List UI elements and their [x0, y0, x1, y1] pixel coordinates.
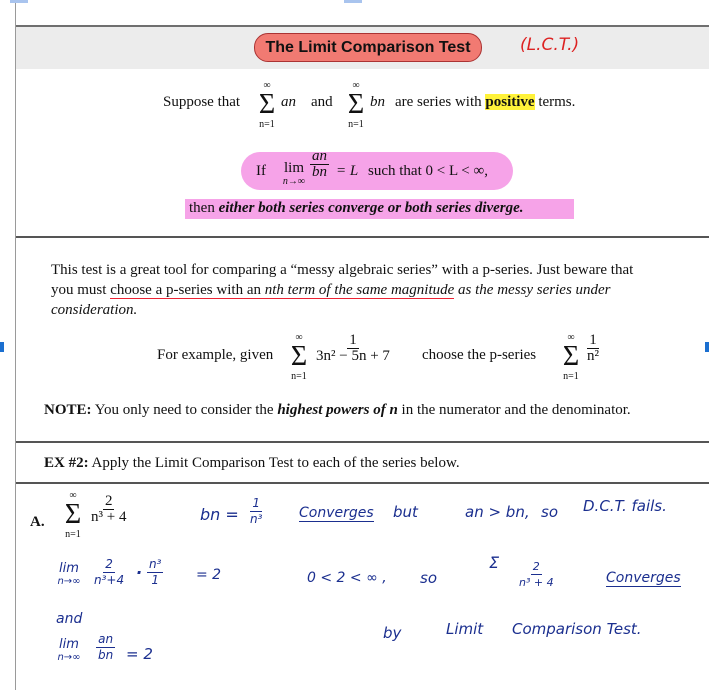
positive-highlight: positive: [485, 94, 535, 110]
such-that-text: such that 0 < L < ∞,: [368, 163, 488, 179]
and-text: and: [311, 94, 333, 110]
and-note: and: [56, 611, 83, 627]
so-note: so: [541, 503, 558, 521]
hand-fraction-2: $\frac{\text{n³}}{1}$: [149, 557, 162, 587]
limit-note: Limit: [446, 620, 484, 638]
but-note: but: [393, 503, 418, 521]
hand-dot: ·: [136, 563, 143, 582]
handwritten-abbreviation: (L.C.T.): [520, 35, 580, 55]
sigma-a: ∞ Σ n=1: [258, 80, 276, 130]
section-divider: [16, 482, 709, 484]
so-note-2: so: [420, 569, 437, 587]
exercise-heading: EX #2: Apply the Limit Comparison Test to each of the series below.: [44, 455, 460, 471]
hand-equals-2: = 2: [196, 567, 222, 583]
inequality-note: 0 < 2 < ∞ ,: [307, 570, 387, 586]
hand-limit-2: lim n→∞: [57, 637, 81, 663]
p-series-fraction: $\frac{1}{\text{n²}}$: [587, 332, 599, 364]
equals-l: = L: [336, 163, 359, 179]
hand-limit: lim n→∞: [57, 561, 81, 587]
left-margin-marker: [0, 342, 4, 352]
hand-fraction-1: $\frac{2}{\text{n³+4}}$: [94, 557, 125, 587]
term-a: an: [281, 94, 296, 110]
item-label-a: A.: [30, 514, 45, 530]
suppose-text: Suppose that: [163, 94, 241, 110]
conclusion-text: then either both series converge or both series diverge.: [189, 200, 524, 216]
by-note: by: [383, 624, 402, 642]
messy-fraction: $\frac{1}{\text{3n² − 5n + 7}}$: [316, 332, 390, 364]
sigma-exercise: ∞ Σ n=1: [64, 490, 82, 540]
ratio-fraction: $\frac{an}{bn}$: [312, 148, 327, 180]
top-marker: [10, 0, 28, 3]
comparison-test-note: Comparison Test.: [512, 620, 642, 638]
hand-sum-fraction: $\frac{2}{\text{n³ + 4}}$: [519, 560, 554, 589]
limit-operator: lim n→∞: [282, 160, 306, 187]
term-b: bn: [370, 94, 385, 110]
sigma-example: ∞ Σ n=1: [290, 332, 308, 382]
section-divider: [16, 236, 709, 238]
an-gt-bn: an > bn,: [465, 503, 530, 521]
choose-text: choose the p-series: [422, 347, 537, 363]
exercise-fraction: $\frac{2}{\text{n³ + 4}}$: [91, 493, 127, 525]
sigma-p-series: ∞ Σ n=1: [562, 332, 580, 382]
positive-sentence: are series with positive terms.: [395, 94, 576, 110]
hand-equals-2b: = 2: [126, 645, 153, 663]
for-example-text: For example, given: [157, 347, 274, 363]
right-margin-marker: [705, 342, 709, 352]
page-title: The Limit Comparison Test: [254, 33, 482, 62]
dct-fails: D.C.T. fails.: [583, 497, 667, 515]
sigma-b: ∞ Σ n=1: [347, 80, 365, 130]
section-divider: [16, 441, 709, 443]
converges-note: Converges: [299, 505, 374, 521]
bn-fraction: $\frac{1}{\text{n³}}$: [250, 496, 263, 526]
explanation-paragraph: This test is a great tool for comparing a “messy algebraic series” with a p-series. Just beware that you must choose a p-series with an nth term of the same magnitude as the messy series under consideration.: [51, 262, 634, 318]
hand-ratio: $\frac{an}{bn}$: [98, 632, 114, 662]
converges-conclusion: Converges: [606, 570, 681, 586]
top-marker: [344, 0, 362, 3]
bn-definition: bn =: [200, 505, 239, 524]
hand-sigma: Σ: [489, 553, 500, 572]
note-text: NOTE: You only need to consider the highest powers of n in the numerator and the denominator.: [44, 402, 631, 418]
if-text: If: [256, 163, 266, 179]
